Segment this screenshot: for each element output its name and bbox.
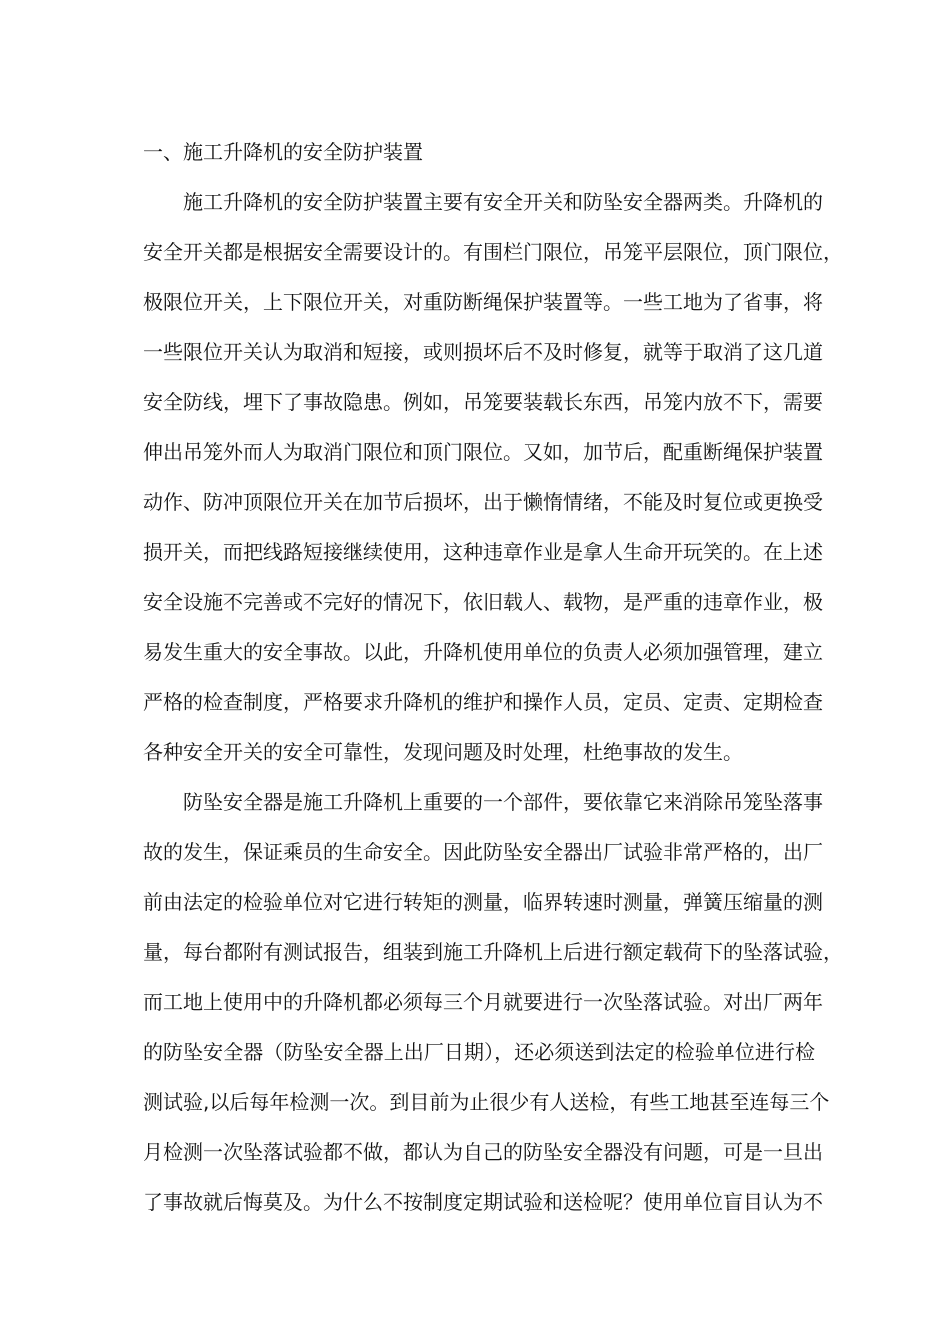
paragraph-line: 故的发生，保证乘员的生命安全。因此防坠安全器出厂试验非常严格的，出厂 [143,840,823,864]
paragraph-line: 各种安全开关的安全可靠性，发现问题及时处理，杜绝事故的发生。 [143,740,743,764]
paragraph-line: 极限位开关，上下限位开关，对重防断绳保护装置等。一些工地为了省事，将 [143,290,823,314]
paragraph-line: 安全防线，埋下了事故隐患。例如，吊笼要装载长东西，吊笼内放不下，需要 [143,390,823,414]
paragraph-line: 量，每台都附有测试报告，组装到施工升降机上后进行额定载荷下的坠落试验， [143,940,843,964]
paragraph-line: 损开关，而把线路短接继续使用，这种违章作业是拿人生命开玩笑的。在上述 [143,540,823,564]
paragraph-line: 安全开关都是根据安全需要设计的。有围栏门限位，吊笼平层限位，顶门限位， [143,240,843,264]
paragraph-fall-arrester [143,783,843,1233]
section-heading: 一、施工升降机的安全防护装置 [143,140,423,164]
paragraph-line: 了事故就后悔莫及。为什么不按制度定期试验和送检呢？使用单位盲目认为不 [143,1190,823,1214]
paragraph-line: 而工地上使用中的升降机都必须每三个月就要进行一次坠落试验。对出厂两年 [143,990,823,1014]
paragraph-line: 前由法定的检验单位对它进行转矩的测量，临界转速时测量，弹簧压缩量的测 [143,890,823,914]
paragraph-line: 测试验,以后每年检测一次。到目前为止很少有人送检，有些工地甚至连每三个 [143,1090,830,1114]
paragraph-line: 防坠安全器是施工升降机上重要的一个部件，要依靠它来消除吊笼坠落事 [183,790,823,814]
paragraph-line: 动作、防冲顶限位开关在加节后损坏，出于懒惰情绪，不能及时复位或更换受 [143,490,823,514]
paragraph-safety-switches [143,183,843,783]
paragraph-line: 伸出吊笼外而人为取消门限位和顶门限位。又如，加节后，配重断绳保护装置 [143,440,823,464]
paragraph-line: 的防坠安全器（防坠安全器上出厂日期），还必须送到法定的检验单位进行检 [143,1040,815,1064]
paragraph-line: 一些限位开关认为取消和短接，或则损坏后不及时修复，就等于取消了这几道 [143,340,823,364]
paragraph-line: 月检测一次坠落试验都不做，都认为自己的防坠安全器没有问题，可是一旦出 [143,1140,823,1164]
paragraph-line: 施工升降机的安全防护装置主要有安全开关和防坠安全器两类。升降机的 [183,190,823,214]
paragraph-line: 严格的检查制度，严格要求升降机的维护和操作人员，定员、定责、定期检查 [143,690,823,714]
paragraph-line: 易发生重大的安全事故。以此，升降机使用单位的负责人必须加强管理，建立 [143,640,823,664]
document-body [143,133,843,1233]
paragraph-line: 安全设施不完善或不完好的情况下，依旧载人、载物，是严重的违章作业，极 [143,590,823,614]
